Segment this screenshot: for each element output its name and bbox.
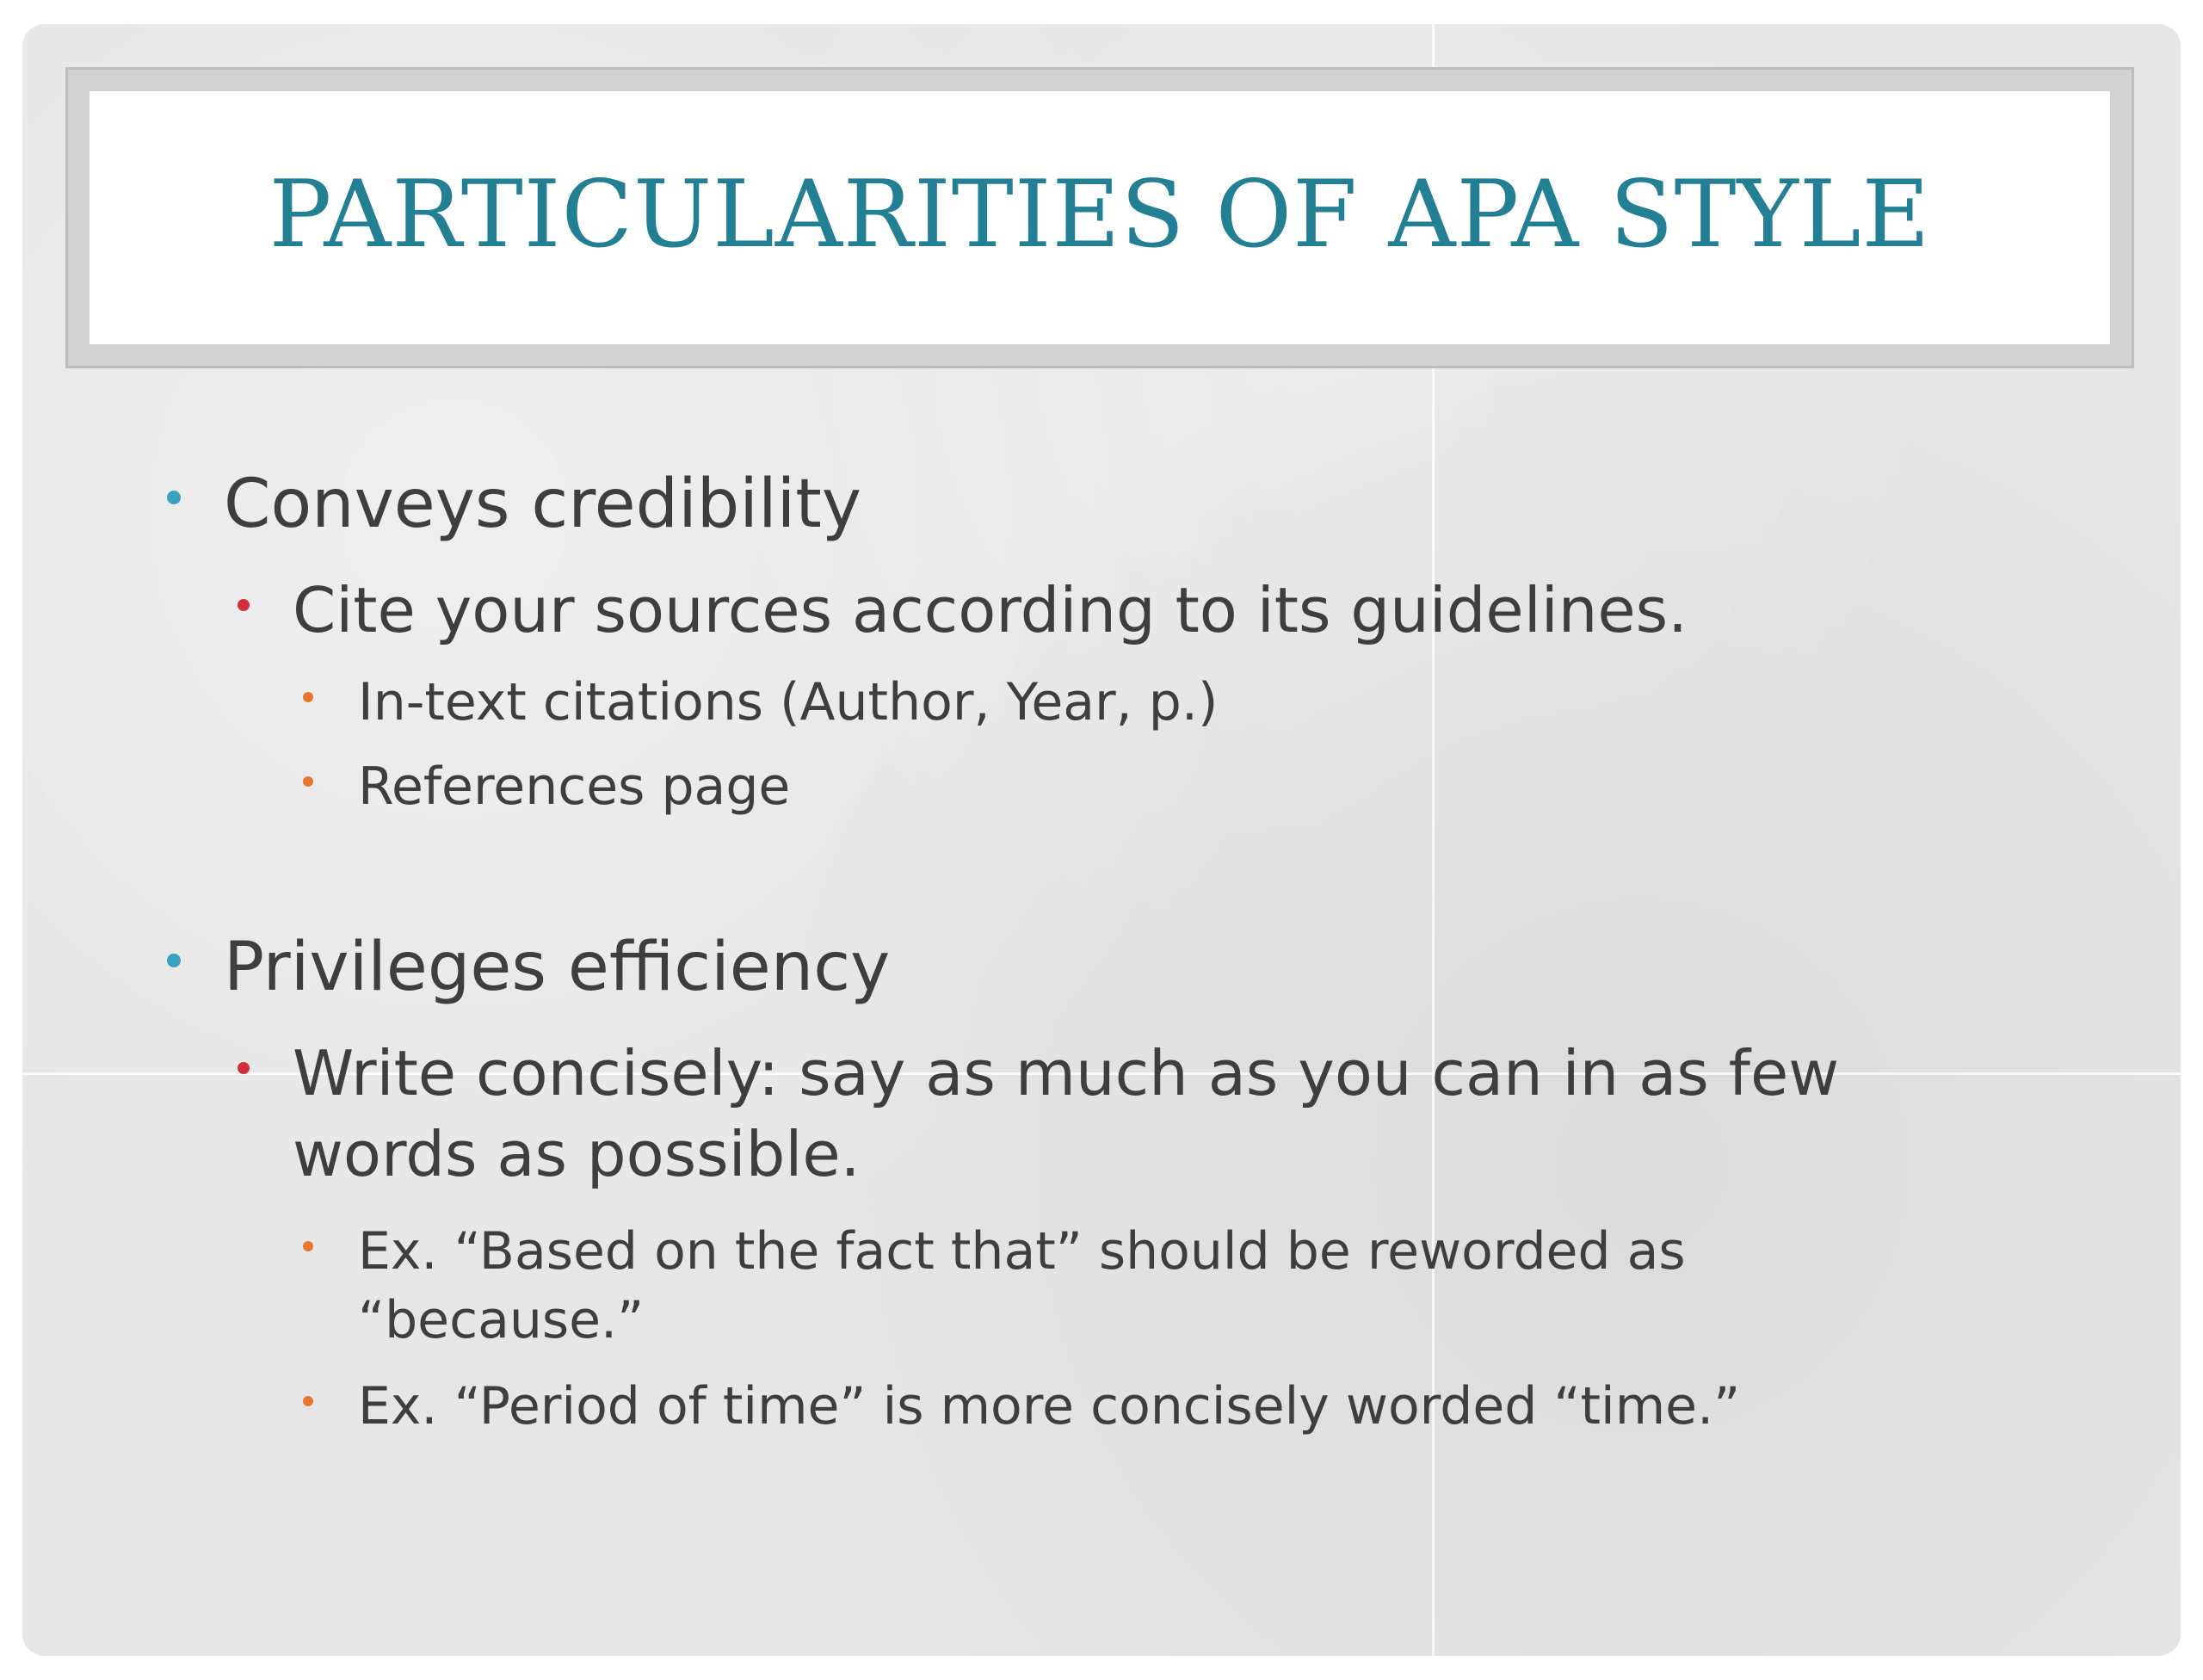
bullet-dot-icon — [167, 954, 181, 967]
bullet-dot-icon — [303, 776, 313, 787]
bullet-dot-icon — [303, 692, 313, 702]
bullet-text-line-2: “because.” — [358, 1290, 645, 1350]
bullet-item-example-1 — [303, 1217, 1686, 1355]
bullet-text: Privileges efficiency — [224, 929, 891, 1006]
bullet-text — [293, 1033, 1839, 1195]
bullet-text: Conveys credibility — [224, 466, 862, 543]
bullet-text-line-2: words as possible. — [293, 1118, 861, 1190]
bullet-item-references — [303, 752, 790, 821]
slide-title: PARTICULARITIES OF APA STYLE — [268, 160, 1931, 269]
bullet-text: In-text citations (Author, Year, p.) — [358, 672, 1219, 732]
bullet-item-example-2 — [303, 1372, 1740, 1441]
bullet-text: Cite your sources according to its guidelines. — [293, 574, 1688, 646]
bullet-text: Ex. “Period of time” is more concisely worded “time.” — [358, 1376, 1741, 1436]
bullet-item-credibility — [167, 463, 861, 546]
bullet-dot-icon — [303, 1241, 313, 1251]
bullet-list — [22, 24, 2181, 1656]
bullet-dot-icon — [238, 1062, 250, 1074]
bullet-dot-icon — [167, 491, 181, 504]
bullet-dot-icon — [238, 599, 250, 611]
bullet-text-line-1: Ex. “Based on the fact that” should be reworded as — [358, 1221, 1686, 1282]
bullet-text: References page — [358, 757, 791, 817]
bullet-item-intext — [303, 668, 1218, 737]
bullet-dot-icon — [303, 1396, 313, 1406]
bullet-text — [358, 1217, 1686, 1355]
bullet-item-cite — [238, 570, 1688, 651]
slide — [22, 24, 2181, 1656]
bullet-text-line-1: Write concisely: say as much as you can in as few — [293, 1037, 1840, 1109]
bullet-item-concise — [238, 1033, 1839, 1195]
bullet-item-efficiency — [167, 926, 890, 1009]
